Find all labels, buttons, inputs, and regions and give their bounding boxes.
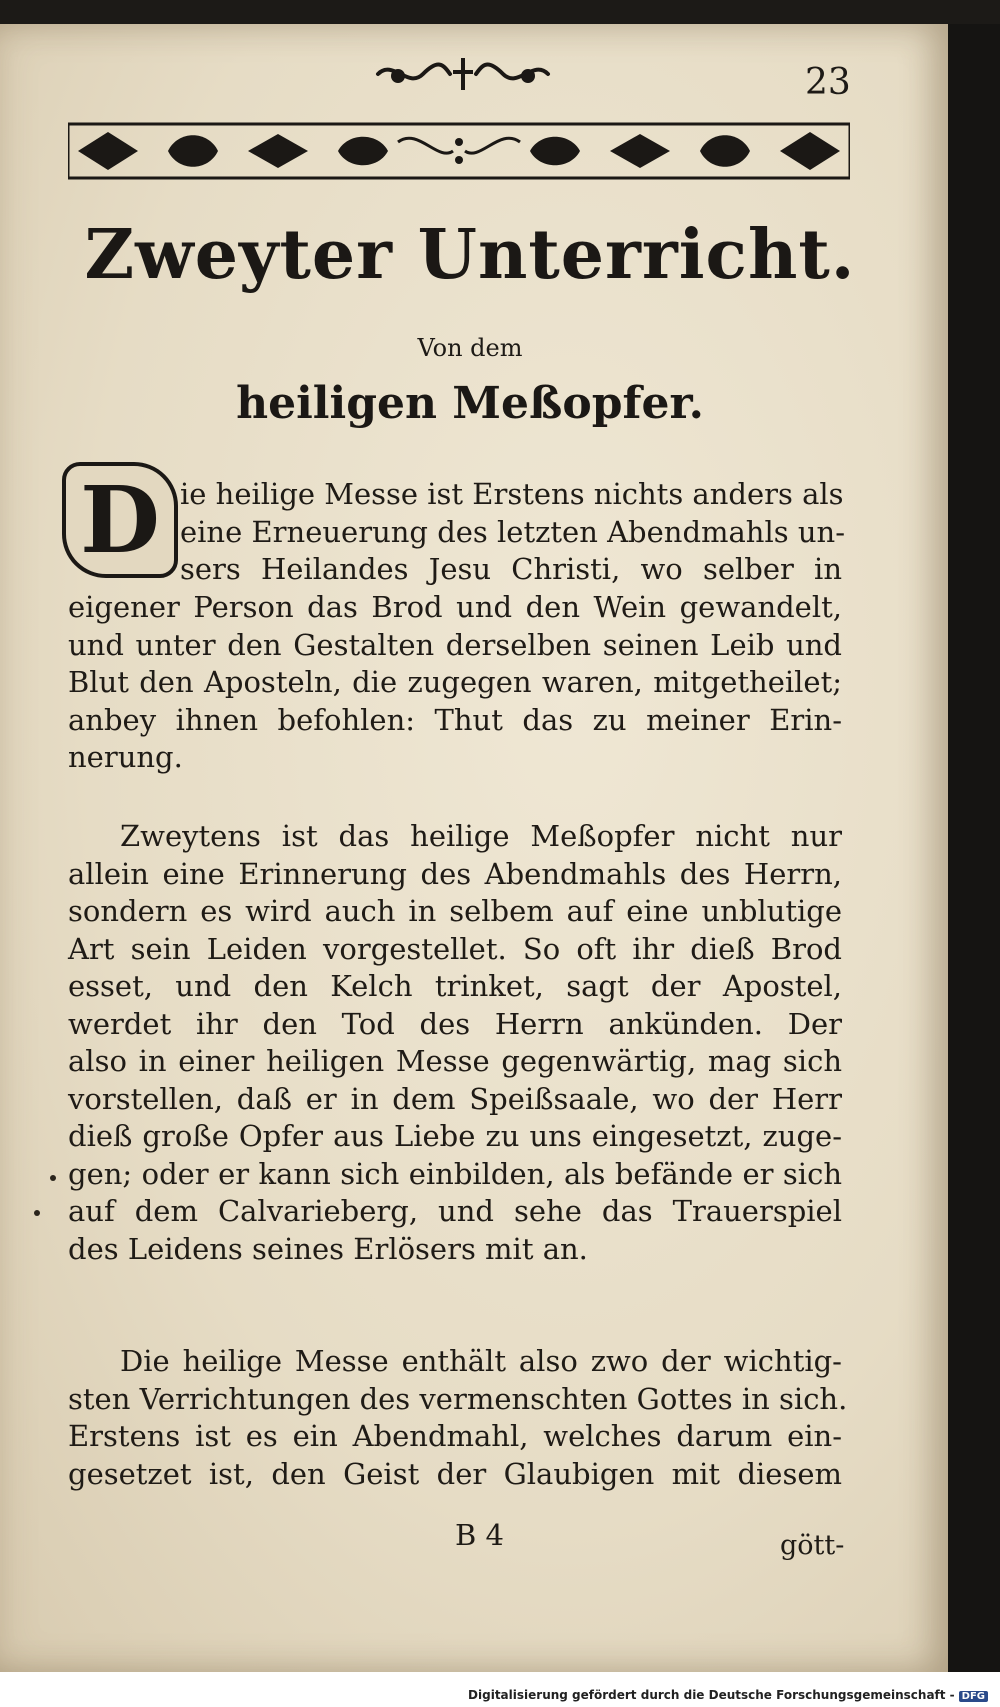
signature-mark: B 4	[455, 1518, 504, 1552]
page-number: 23	[805, 62, 851, 103]
text-line: werdet ihr den Tod des Herrn ankünden. Der	[68, 1006, 842, 1041]
text-line: sers Heilandes Jesu Christi, wo selber in	[180, 552, 842, 586]
margin-mark	[34, 1210, 40, 1216]
footer-credit	[468, 1688, 988, 1702]
text-line: Erstens ist es ein Abendmahl, welches darum ein-	[68, 1419, 842, 1453]
paragraph-1-body	[68, 589, 842, 777]
text-line: dieß große Opfer aus Liebe zu uns eingesetzt, zuge-	[68, 1119, 842, 1153]
text-line: also in einer heiligen Messe gegenwärtig, mag sich	[68, 1044, 842, 1078]
subtitle-heading: heiligen Meßopfer.	[236, 378, 704, 429]
text-line: gen; oder er kann sich einbilden, als befände er sich	[68, 1156, 842, 1191]
footer-credit-text: Digitalisierung gefördert durch die Deutsche Forschungsgemeinschaft -	[468, 1688, 955, 1702]
text-line: allein eine Erinnerung des Abendmahls des Herrn,	[68, 856, 842, 891]
top-ornament-icon	[368, 54, 558, 94]
decorative-border-icon	[68, 122, 850, 180]
text-line: Zweytens ist das heilige Meßopfer nicht nur	[120, 819, 842, 853]
margin-mark	[50, 1175, 56, 1181]
paragraph-1-intro	[180, 476, 846, 589]
text-line: anbey ihnen befohlen: Thut das zu meiner Erin-	[68, 702, 842, 737]
text-line: Blut den Aposteln, die zugegen waren, mitgetheilet;	[68, 665, 842, 699]
dfg-logo-icon: DFG	[959, 1691, 988, 1702]
text-line: nerung.	[68, 740, 183, 774]
text-line: auf dem Calvarieberg, und sehe das Trauerspiel	[68, 1194, 842, 1228]
text-line: ie heilige Messe ist Erstens nichts anders als	[180, 477, 844, 511]
scan-dark-edge	[948, 24, 1000, 1672]
text-line: sondern es wird auch in selbem auf eine unblutige	[68, 894, 842, 928]
text-line: des Leidens seines Erlösers mit an.	[68, 1231, 588, 1266]
text-line: sten Verrichtungen des vermenschten Gottes in sich.	[68, 1381, 848, 1416]
text-line: und unter den Gestalten derselben seinen Leib und	[68, 627, 842, 662]
paragraph-2	[68, 818, 842, 1268]
subtitle-small: Von dem	[417, 334, 523, 362]
text-line: eine Erneuerung des letzten Abendmahls un-	[180, 514, 846, 549]
text-line: gesetzet ist, den Geist der Glaubigen mit diesem	[68, 1456, 842, 1491]
text-line: Art sein Leiden vorgestellet. So oft ihr dieß Brod	[68, 931, 842, 966]
text-line: esset, und den Kelch trinket, sagt der Apostel,	[68, 969, 842, 1003]
catchword: gött-	[780, 1530, 845, 1561]
paragraph-3	[68, 1343, 848, 1493]
drop-cap-initial: D	[62, 462, 178, 578]
text-line: Die heilige Messe enthält also zwo der wichtig-	[120, 1344, 842, 1378]
text-line: vorstellen, daß er in dem Speißsaale, wo der Herr	[68, 1081, 842, 1116]
text-line: eigener Person das Brod und den Wein gewandelt,	[68, 590, 842, 624]
chapter-title: Zweyter Unterricht.	[84, 215, 856, 295]
